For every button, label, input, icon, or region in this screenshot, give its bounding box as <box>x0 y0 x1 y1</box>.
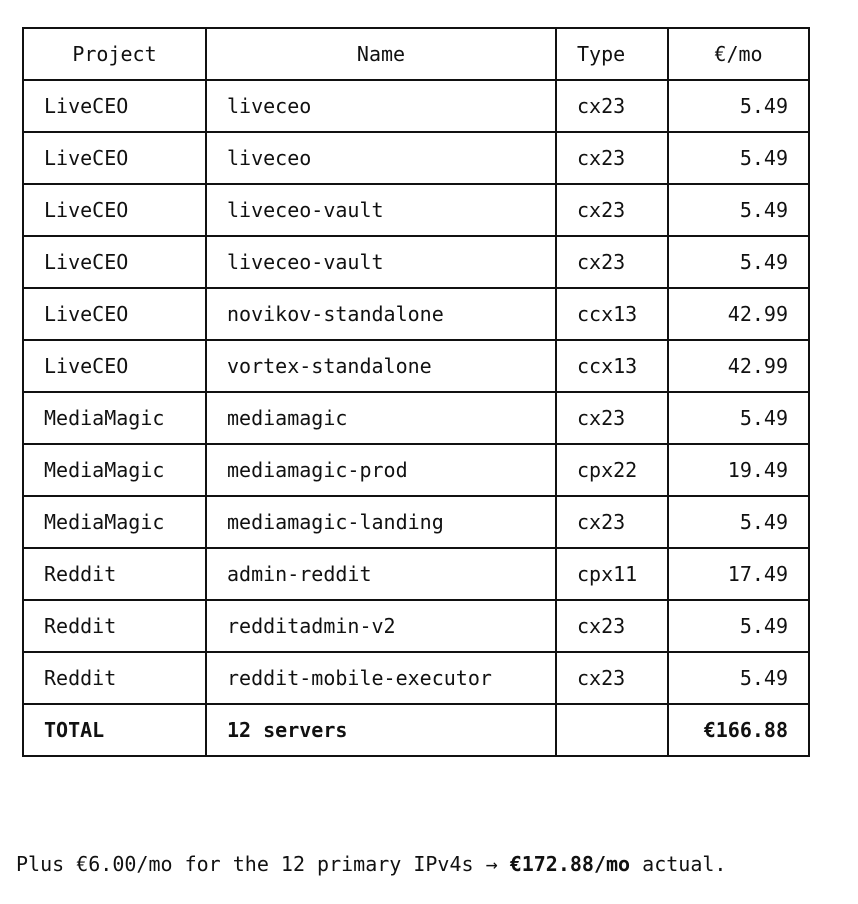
footnote-suffix: actual. <box>630 852 727 876</box>
total-row <box>23 704 809 756</box>
table-body <box>23 80 809 704</box>
cell-project: LiveCEO <box>23 132 206 184</box>
header-name: Name <box>206 28 556 80</box>
cell-name: vortex-standalone <box>206 340 556 392</box>
table-row <box>23 652 809 704</box>
table-row <box>23 548 809 600</box>
cell-name: liveceo <box>206 80 556 132</box>
cell-project: LiveCEO <box>23 340 206 392</box>
table-row <box>23 236 809 288</box>
cell-name: redditadmin-v2 <box>206 600 556 652</box>
cell-name: reddit-mobile-executor <box>206 652 556 704</box>
cell-type: cx23 <box>556 236 668 288</box>
cell-project: Reddit <box>23 600 206 652</box>
cell-price: 5.49 <box>668 600 809 652</box>
cell-name: mediamagic-prod <box>206 444 556 496</box>
footnote <box>16 852 726 876</box>
table-row <box>23 132 809 184</box>
cell-type: cx23 <box>556 80 668 132</box>
cell-price: 42.99 <box>668 288 809 340</box>
table-header-row <box>23 28 809 80</box>
total-price: €166.88 <box>668 704 809 756</box>
cell-name: novikov-standalone <box>206 288 556 340</box>
cell-project: MediaMagic <box>23 496 206 548</box>
cell-type: cx23 <box>556 392 668 444</box>
cell-price: 19.49 <box>668 444 809 496</box>
cell-type: ccx13 <box>556 340 668 392</box>
cell-type: cx23 <box>556 600 668 652</box>
cell-type: cx23 <box>556 184 668 236</box>
cell-type: cx23 <box>556 132 668 184</box>
table-row <box>23 340 809 392</box>
cell-type: cpx22 <box>556 444 668 496</box>
cell-name: liveceo <box>206 132 556 184</box>
footnote-actual-total: €172.88/mo <box>509 852 631 876</box>
cell-name: mediamagic <box>206 392 556 444</box>
servers-table <box>22 27 810 757</box>
table-row <box>23 80 809 132</box>
cell-price: 5.49 <box>668 80 809 132</box>
table-row <box>23 600 809 652</box>
cell-price: 5.49 <box>668 392 809 444</box>
cell-name: liveceo-vault <box>206 236 556 288</box>
cell-type: cx23 <box>556 496 668 548</box>
table-row <box>23 288 809 340</box>
cell-price: 5.49 <box>668 652 809 704</box>
footnote-prefix: Plus €6.00/mo for the 12 primary IPv4s → <box>16 852 510 876</box>
cell-name: mediamagic-landing <box>206 496 556 548</box>
cell-project: LiveCEO <box>23 184 206 236</box>
header-price: €/mo <box>668 28 809 80</box>
cell-price: 5.49 <box>668 496 809 548</box>
cell-project: MediaMagic <box>23 392 206 444</box>
cell-name: admin-reddit <box>206 548 556 600</box>
table-row <box>23 496 809 548</box>
cell-price: 17.49 <box>668 548 809 600</box>
table-row <box>23 444 809 496</box>
cell-type: cx23 <box>556 652 668 704</box>
cell-project: Reddit <box>23 652 206 704</box>
header-type: Type <box>556 28 668 80</box>
cell-price: 42.99 <box>668 340 809 392</box>
cell-type: ccx13 <box>556 288 668 340</box>
table-row <box>23 392 809 444</box>
header-project: Project <box>23 28 206 80</box>
cell-project: LiveCEO <box>23 80 206 132</box>
cell-price: 5.49 <box>668 132 809 184</box>
total-count: 12 servers <box>206 704 556 756</box>
table-row <box>23 184 809 236</box>
total-label: TOTAL <box>23 704 206 756</box>
total-type <box>556 704 668 756</box>
cell-name: liveceo-vault <box>206 184 556 236</box>
cell-price: 5.49 <box>668 236 809 288</box>
cell-price: 5.49 <box>668 184 809 236</box>
cell-project: LiveCEO <box>23 236 206 288</box>
cell-project: Reddit <box>23 548 206 600</box>
cell-project: LiveCEO <box>23 288 206 340</box>
cell-project: MediaMagic <box>23 444 206 496</box>
cell-type: cpx11 <box>556 548 668 600</box>
